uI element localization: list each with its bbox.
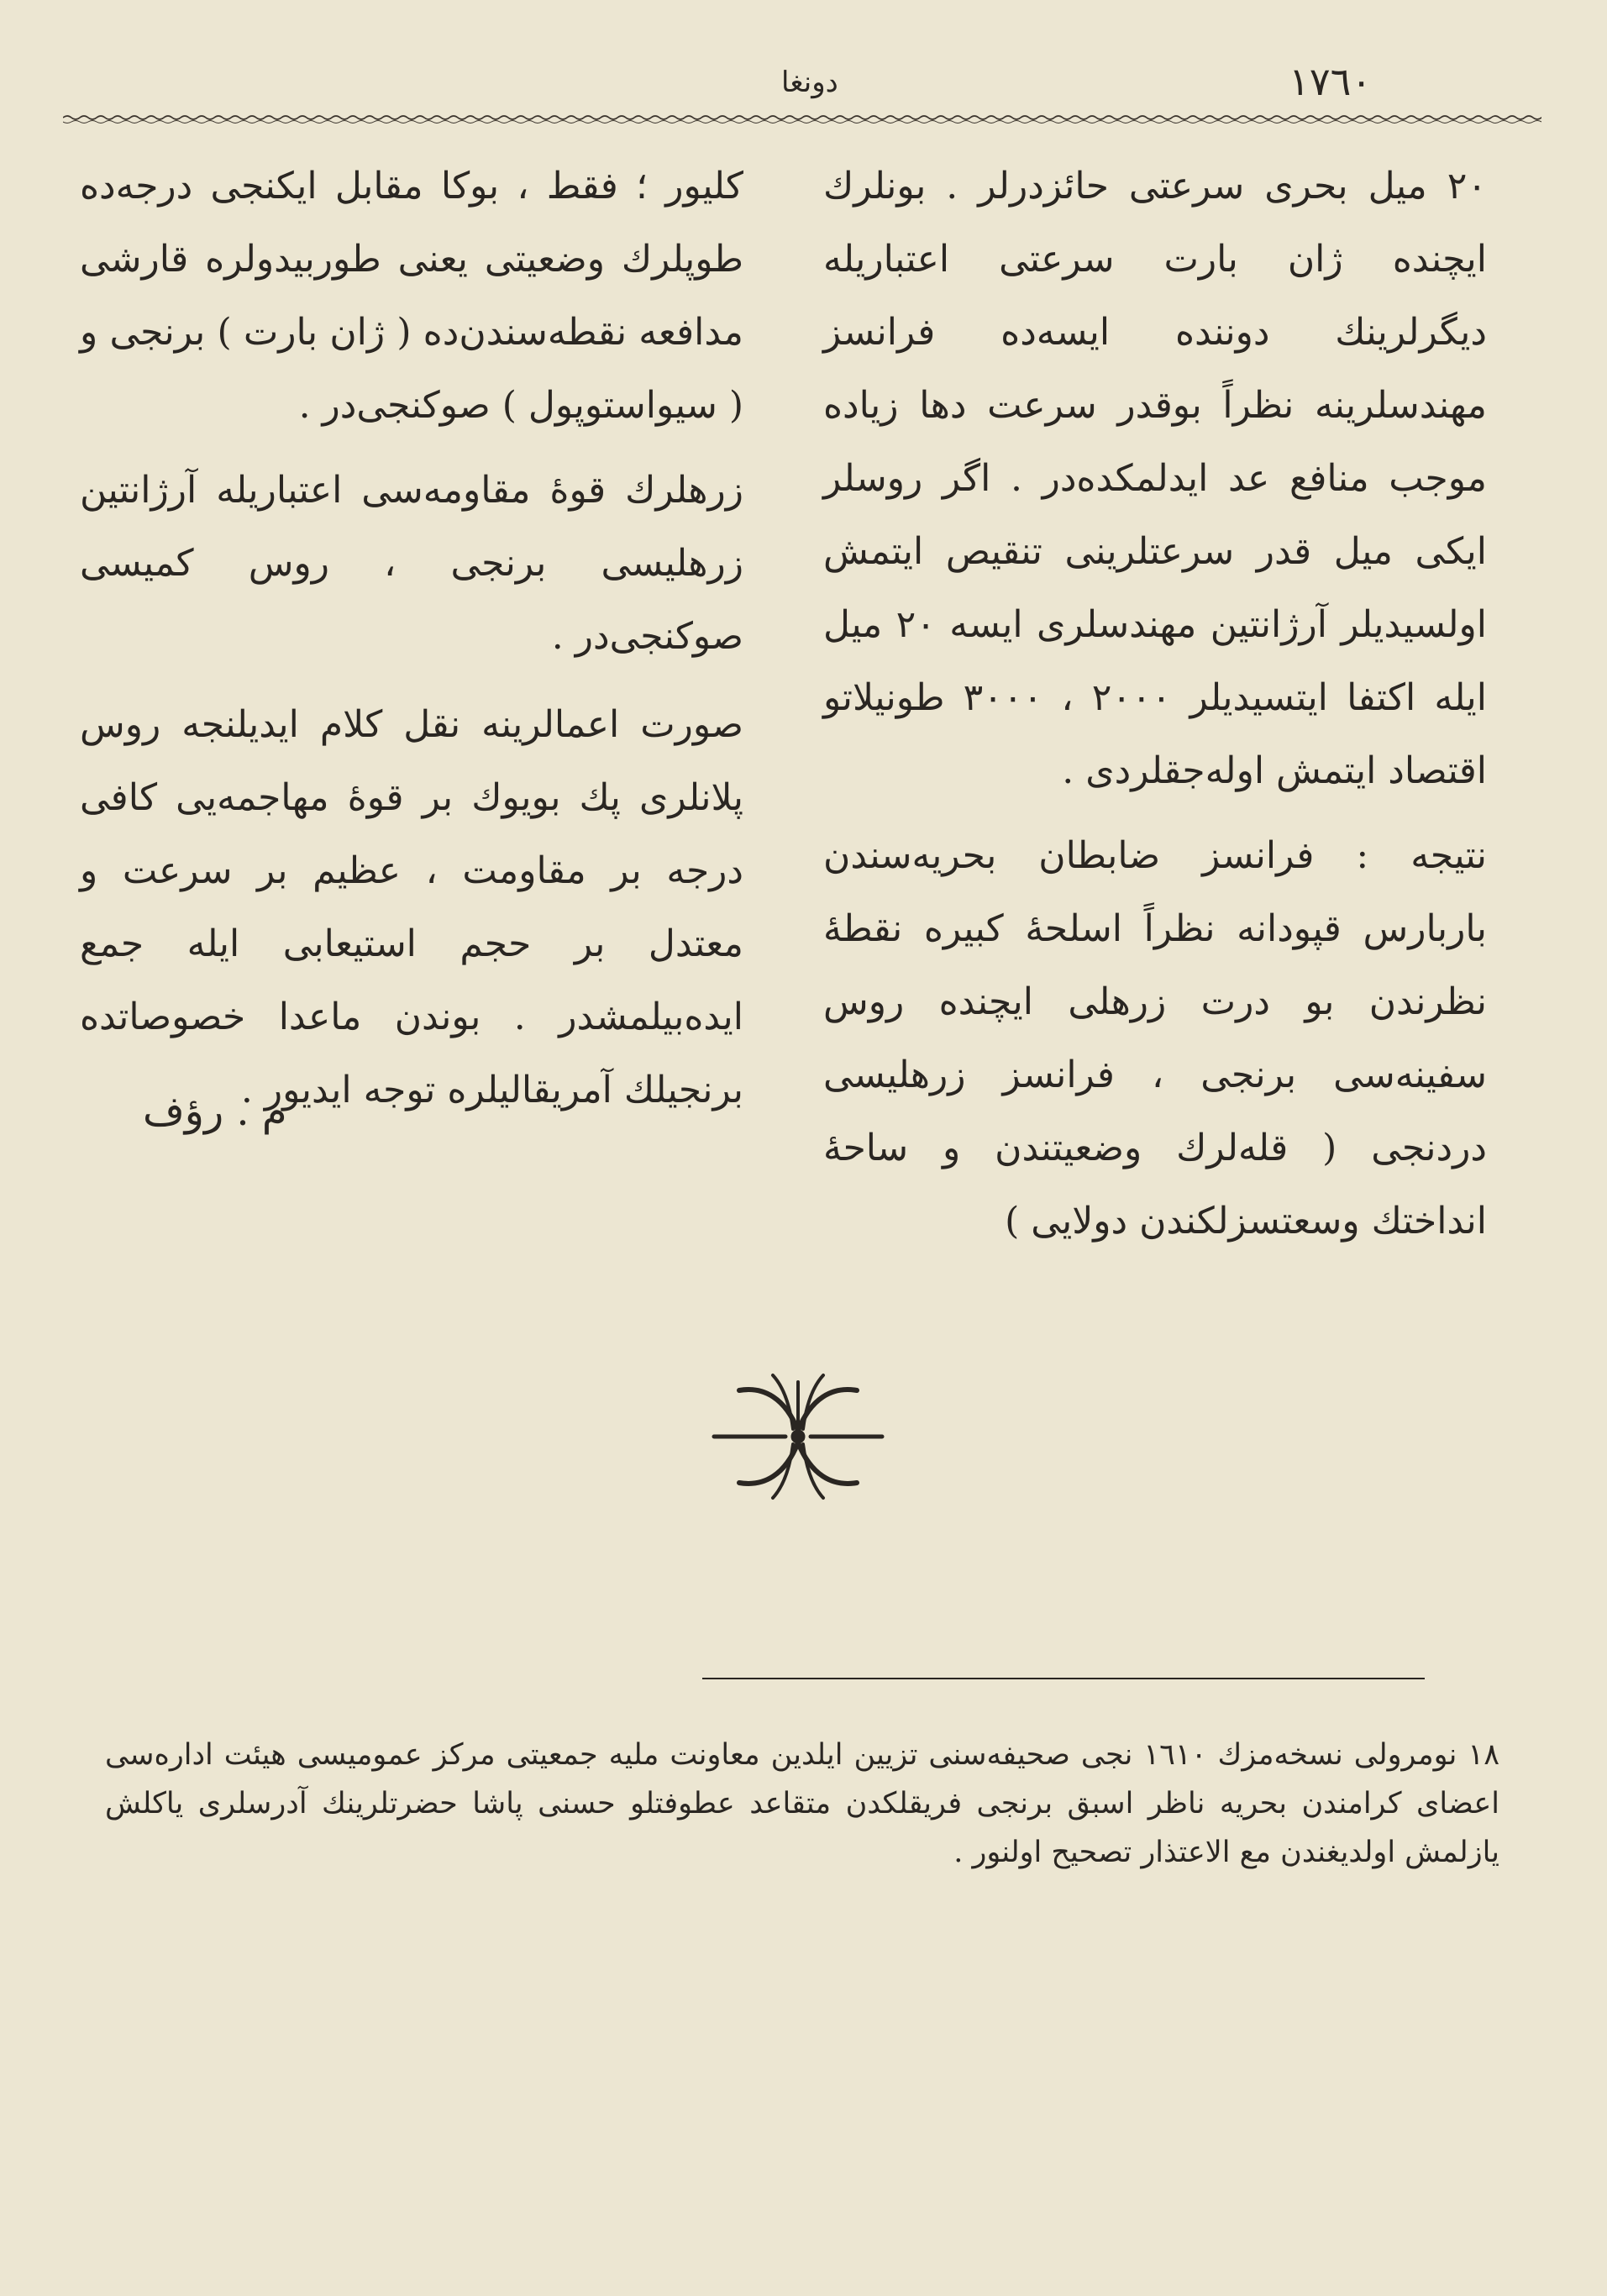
running-title: دونغا [781,66,838,99]
floral-ornament-icon [706,1365,890,1508]
left-column [80,150,743,1127]
paragraph: ٢٠ ميل بحری سرعتی حائزدرلر . بونلرك ایچنده ژان بارت سرعتی اعتباریله دیگرلرینك دوننده ایسه‌ده فرانسز مهندسلرینه نظراً بوقدر سرعت دها زیاده موجب منافع عد ایدلمکده‌در . اگر روسلر ایکی میل قدر سرعتلرینی تنقیص ایتمش اولسیدیلر آرژانتین مهندسلری ایسه ٢٠ میل ایله اکتفا ایتسیدیلر ٢٠٠٠ ، ٣٠٠٠ طونیلاتو اقتصاد ایتمش اوله‌جقلردی . [823,165,1487,792]
footnote: ١٨ نومرولی نسخه‌مزك ١٦١٠ نجی صحیفه‌سنی تزیین ایلدین معاونت ملیه جمعیتی مرکز عمومیسی هیئت اداره‌سی اعضای کرامندن بحریه ناظر اسبق برنجی فریقلکدن متقاعد عطوفتلو حسنی پاشا حضرتلرینك آدرسلری یاکلش یازلمش اولدیغندن مع الاعتذار تصحیح اولنور . [105,1738,1499,1869]
paragraph: کلیور ؛ فقط ، بوکا مقابل ایکنجی درجه‌ده طوپلرك وضعیتی یعنی طوربیدولره قارشی مدافعه نقطه‌سندن‌ده ( ژان بارت ) برنجی و ( سیواستوپول ) صوکنجی‌در . [80,165,743,427]
footnote-rule [702,1678,1425,1679]
paragraph: صورت اعمالرینه نقل کلام ایدیلنجه روس پلانلری پك بویوك بر قوهٔ مهاجمه‌یی کافی درجه بر مقاومت ، عظیم بر سرعت و معتدل بر حجم استیعابی ایله جمع ایده‌بیلمشدر . بوندن ماعدا خصوصاتده برنجیلك آمریقالیلره توجه ایدیور . [80,703,744,1111]
page-header [59,59,1548,118]
page-number: ١٧٦٠ [1289,59,1372,104]
paragraph: زرهلرك قوهٔ مقاومه‌سی اعتباریله آرژانتین زرهلیسی برنجی ، روس کمیسی صوکنجی‌در . [80,469,743,658]
right-column [823,150,1487,1258]
conclusion-paragraph: نتیجه : فرانسز ضابطان بحریه‌سندن باربارس قپودانه نظراً اسلحهٔ کبیره نقطهٔ نظرندن بو درت زرهلی ایچنده روس سفینه‌سی برنجی ، فرانسز زرهلیسی دردنجی ( قله‌لرك وضعیتندن و ساحهٔ انداختك وسعتسزلکندن دولایی ) [823,834,1487,1243]
author-signature: م . رؤف [143,1088,287,1135]
wavy-header-rule [63,113,1541,125]
